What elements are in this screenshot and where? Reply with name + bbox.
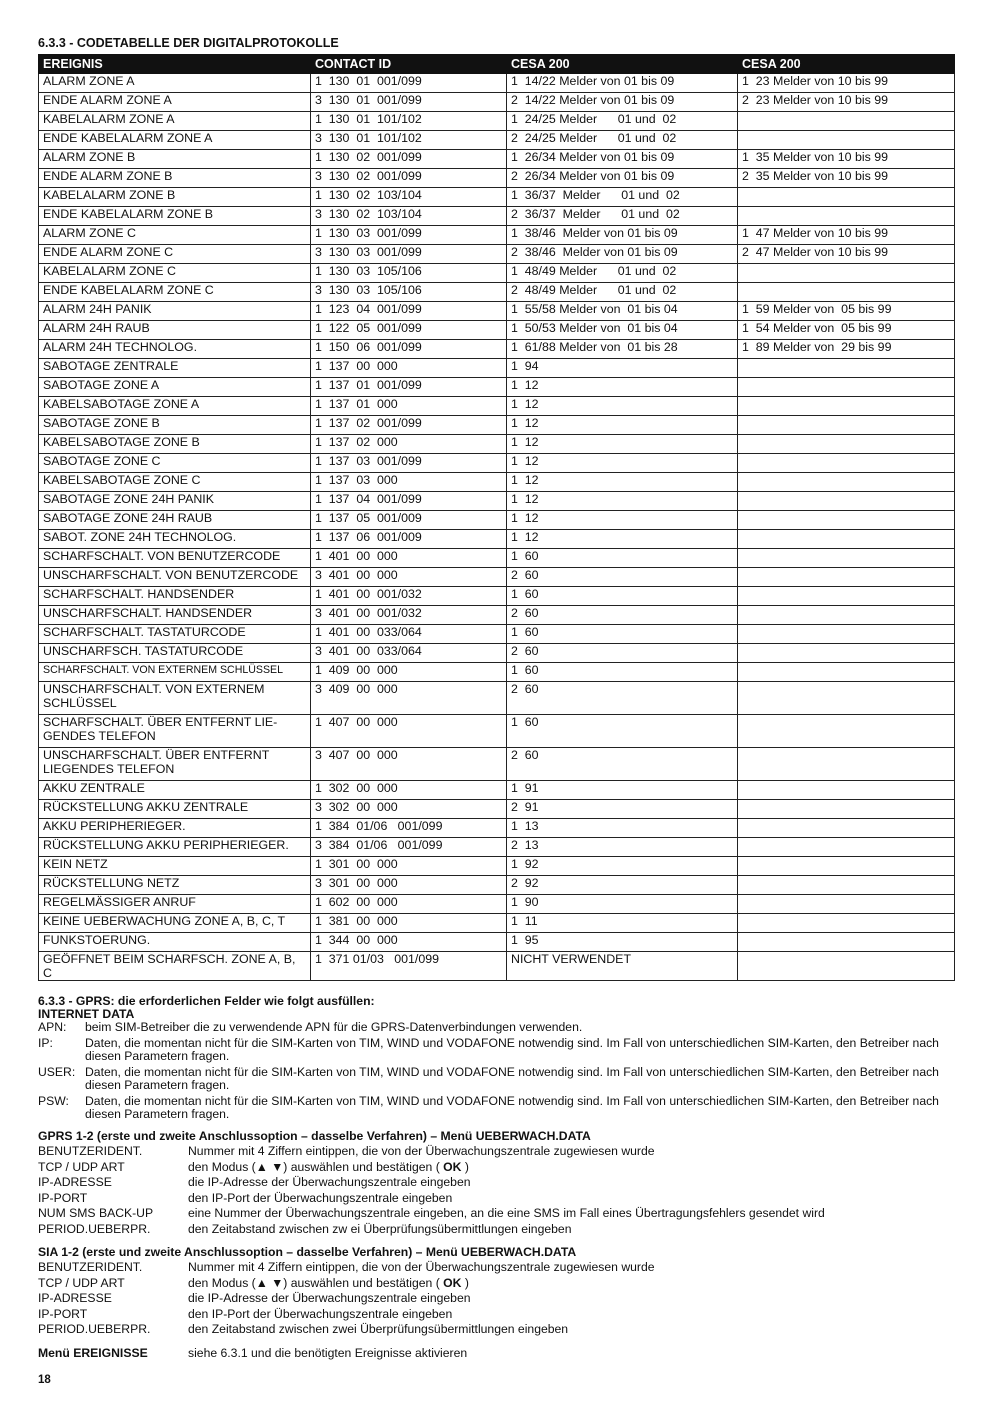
contact-id-cell: 1 407 00 000 — [311, 715, 507, 748]
ereignis-cell: ENDE KABELALARM ZONE B — [39, 207, 311, 226]
ereignis-cell: ALARM 24H RAUB — [39, 321, 311, 340]
cesa-200-extra-cell — [738, 933, 955, 952]
cesa-200-cell: 2 48/49 Melder 01 und 02 — [507, 283, 738, 302]
ereignis-cell: REGELMÄSSIGER ANRUF — [39, 895, 311, 914]
table-row — [39, 914, 955, 933]
ereignis-cell: ENDE KABELALARM ZONE A — [39, 131, 311, 150]
cesa-200-cell: 1 38/46 Melder von 01 bis 09 — [507, 226, 738, 245]
contact-id-cell: 1 344 00 000 — [311, 933, 507, 952]
definition-value: Daten, die momentan nicht für die SIM-Karten von TIM, WIND und VODAFONE notwendig sind. Im Fall von unterschiedlichen SIM-Karten, den Betreiber nach diesen Parametern fragen. — [85, 1065, 939, 1092]
cesa-200-extra-cell: 1 23 Melder von 10 bis 99 — [738, 74, 955, 93]
gprs12-item — [38, 1222, 954, 1238]
table-row — [39, 492, 955, 511]
cesa-200-extra-cell — [738, 416, 955, 435]
table-row — [39, 435, 955, 454]
sia12-item — [38, 1322, 954, 1338]
cesa-200-cell: 2 36/37 Melder 01 und 02 — [507, 207, 738, 226]
cesa-200-extra-cell — [738, 378, 955, 397]
menu-ereignisse — [38, 1346, 954, 1361]
table-row — [39, 587, 955, 606]
table-row — [39, 454, 955, 473]
table-row — [39, 644, 955, 663]
contact-id-cell: 1 409 00 000 — [311, 663, 507, 682]
table-row — [39, 876, 955, 895]
ereignis-cell: SCHARFSCHALT. TASTATURCODE — [39, 625, 311, 644]
cesa-200-cell: 1 12 — [507, 492, 738, 511]
contact-id-cell: 3 130 03 001/099 — [311, 245, 507, 264]
contact-id-cell: 1 150 06 001/099 — [311, 340, 507, 359]
cesa-200-extra-cell — [738, 819, 955, 838]
item-value: den Zeitabstand zwischen zw ei Überprüfungsübermittlungen eingeben — [188, 1221, 572, 1236]
table-body — [39, 74, 955, 981]
ereignis-cell: UNSCHARFSCH. TASTATURCODE — [39, 644, 311, 663]
ereignis-cell: KABELALARM ZONE B — [39, 188, 311, 207]
contact-id-cell: 1 137 01 001/099 — [311, 378, 507, 397]
ereignis-cell: AKKU PERIPHERIEGER. — [39, 819, 311, 838]
table-row — [39, 800, 955, 819]
contact-id-cell: 1 137 00 000 — [311, 359, 507, 378]
ereignis-cell: KABELSABOTAGE ZONE C — [39, 473, 311, 492]
cesa-200-extra-cell — [738, 492, 955, 511]
ereignis-cell: SABOTAGE ZONE C — [39, 454, 311, 473]
cesa-200-extra-cell — [738, 397, 955, 416]
menu-ereignisse-text: siehe 6.3.1 und die benötigten Ereignisse aktivieren — [188, 1345, 468, 1360]
cesa-200-cell: 2 26/34 Melder von 01 bis 09 — [507, 169, 738, 188]
contact-id-cell: 1 137 02 001/099 — [311, 416, 507, 435]
cesa-200-cell: 1 12 — [507, 416, 738, 435]
ok-key-label: OK — [443, 1159, 462, 1174]
table-row — [39, 606, 955, 625]
cesa-200-extra-cell: 1 89 Melder von 29 bis 99 — [738, 340, 955, 359]
cesa-200-extra-cell — [738, 952, 955, 981]
table-row — [39, 511, 955, 530]
column-header-contact-id: CONTACT ID — [311, 55, 507, 74]
table-row — [39, 226, 955, 245]
cesa-200-extra-cell — [738, 530, 955, 549]
ereignis-cell: UNSCHARFSCHALT. HANDSENDER — [39, 606, 311, 625]
table-row — [39, 169, 955, 188]
internet-data-heading: INTERNET DATA — [38, 1007, 135, 1021]
gprs12-item — [38, 1206, 954, 1222]
definition-value: Daten, die momentan nicht für die SIM-Karten von TIM, WIND und VODAFONE notwendig sind. Im Fall von unterschiedlichen SIM-Karten, den Betreiber nach diesen Parametern fragen. — [85, 1094, 939, 1121]
table-row — [39, 530, 955, 549]
contact-id-cell: 1 137 05 001/009 — [311, 511, 507, 530]
cesa-200-extra-cell — [738, 511, 955, 530]
contact-id-cell: 1 384 01/06 001/099 — [311, 819, 507, 838]
contact-id-cell: 1 137 04 001/099 — [311, 492, 507, 511]
column-header-cesa-200: CESA 200 — [507, 55, 738, 74]
ok-key-label: OK — [443, 1275, 462, 1290]
contact-id-cell: 1 123 04 001/099 — [311, 302, 507, 321]
cesa-200-extra-cell: 2 47 Melder von 10 bis 99 — [738, 245, 955, 264]
table-row — [39, 93, 955, 112]
item-value: den IP-Port der Überwachungszentrale eingeben — [188, 1306, 453, 1321]
ereignis-cell: ALARM ZONE C — [39, 226, 311, 245]
sia12-item — [38, 1291, 954, 1307]
item-value: den Zeitabstand zwischen zwei Überprüfungsübermittlungen eingeben — [188, 1322, 569, 1336]
cesa-200-extra-cell — [738, 473, 955, 492]
table-header-row — [39, 55, 955, 74]
table-row — [39, 245, 955, 264]
table-row — [39, 568, 955, 587]
item-value: Nummer mit 4 Ziffern eintippen, die von der Überwachungszentrale zugewiesen wurde — [188, 1144, 655, 1158]
column-header-ereignis: EREIGNIS — [39, 55, 311, 74]
cesa-200-cell: 1 60 — [507, 587, 738, 606]
cesa-200-cell: 1 12 — [507, 530, 738, 549]
cesa-200-cell: 2 60 — [507, 682, 738, 715]
table-row — [39, 952, 955, 981]
ereignis-cell: RÜCKSTELLUNG AKKU ZENTRALE — [39, 800, 311, 819]
cesa-200-cell: 2 13 — [507, 838, 738, 857]
item-text: den Modus (▲ ▼) auswählen und bestätigen ( — [188, 1275, 444, 1290]
contact-id-cell: 3 401 00 001/032 — [311, 606, 507, 625]
ereignis-cell: SCHARFSCHALT. ÜBER ENTFERNT LIE-GENDES TELEFON — [39, 715, 311, 748]
contact-id-cell: 1 137 01 000 — [311, 397, 507, 416]
ereignis-cell: UNSCHARFSCHALT. ÜBER ENTFERNT LIEGENDES TELEFON — [39, 748, 311, 781]
item-value: Nummer mit 4 Ziffern eintippen, die von der Überwachungszentrale zugewiesen wurde — [188, 1260, 655, 1274]
cesa-200-extra-cell — [738, 606, 955, 625]
item-key: NUM SMS BACK-UP — [38, 1206, 154, 1220]
cesa-200-cell: 1 92 — [507, 857, 738, 876]
item-key: PERIOD.UEBERPR. — [38, 1221, 151, 1236]
item-key: TCP / UDP ART — [38, 1275, 125, 1290]
contact-id-cell: 1 401 00 001/032 — [311, 587, 507, 606]
gprs12-item — [38, 1144, 954, 1160]
ereignis-cell: ENDE ALARM ZONE A — [39, 93, 311, 112]
ereignis-cell: GEÖFFNET BEIM SCHARFSCH. ZONE A, B, C — [39, 952, 311, 981]
cesa-200-cell: 1 12 — [507, 435, 738, 454]
table-title: 6.3.3 - CODETABELLE DER DIGITALPROTOKOLLE — [38, 36, 339, 50]
sia12-item — [38, 1276, 954, 1292]
cesa-200-cell: 1 11 — [507, 914, 738, 933]
cesa-200-extra-cell — [738, 748, 955, 781]
definition-key: PSW: — [38, 1094, 69, 1108]
contact-id-cell: 3 302 00 000 — [311, 800, 507, 819]
item-key: BENUTZERIDENT. — [38, 1260, 143, 1274]
cesa-200-extra-cell — [738, 644, 955, 663]
cesa-200-extra-cell — [738, 682, 955, 715]
cesa-200-cell: 1 26/34 Melder von 01 bis 09 — [507, 150, 738, 169]
contact-id-cell: 1 130 01 001/099 — [311, 74, 507, 93]
contact-id-cell: 1 137 02 000 — [311, 435, 507, 454]
cesa-200-extra-cell — [738, 914, 955, 933]
definition-apn — [38, 1021, 954, 1034]
table-row — [39, 895, 955, 914]
table-row — [39, 682, 955, 715]
table-row — [39, 473, 955, 492]
cesa-200-cell: 1 12 — [507, 454, 738, 473]
ereignis-cell: SABOTAGE ZONE B — [39, 416, 311, 435]
table-row — [39, 819, 955, 838]
table-row — [39, 933, 955, 952]
ereignis-cell: KABELALARM ZONE C — [39, 264, 311, 283]
contact-id-cell: 1 130 03 105/106 — [311, 264, 507, 283]
cesa-200-extra-cell — [738, 454, 955, 473]
contact-id-cell: 1 130 01 101/102 — [311, 112, 507, 131]
item-key: PERIOD.UEBERPR. — [38, 1322, 151, 1336]
item-value: die IP-Adresse der Überwachungszentrale eingeben — [188, 1175, 471, 1189]
contact-id-cell: 3 130 02 001/099 — [311, 169, 507, 188]
cesa-200-cell: 2 60 — [507, 644, 738, 663]
ereignis-cell: UNSCHARFSCHALT. VON EXTERNEM SCHLÜSSEL — [39, 682, 311, 715]
table-row — [39, 748, 955, 781]
code-table — [38, 54, 955, 981]
cesa-200-extra-cell — [738, 781, 955, 800]
cesa-200-cell: 1 12 — [507, 378, 738, 397]
cesa-200-cell: 1 60 — [507, 549, 738, 568]
menu-ereignisse-label: Menü EREIGNISSE — [38, 1345, 148, 1360]
internet-data-list — [38, 1021, 954, 1121]
item-value: eine Nummer der Überwachungszentrale eingeben, an die eine SMS im Fall eines Übertragungsfehlers gesendet wird — [188, 1206, 825, 1220]
contact-id-cell: 1 381 00 000 — [311, 914, 507, 933]
ereignis-cell: KEINE UEBERWACHUNG ZONE A, B, C, T — [39, 914, 311, 933]
contact-id-cell: 1 371 01/03 001/099 — [311, 952, 507, 981]
cesa-200-cell: 2 14/22 Melder von 01 bis 09 — [507, 93, 738, 112]
ereignis-cell: AKKU ZENTRALE — [39, 781, 311, 800]
cesa-200-cell: 2 60 — [507, 606, 738, 625]
item-key: TCP / UDP ART — [38, 1159, 125, 1174]
cesa-200-cell: 2 38/46 Melder von 01 bis 09 — [507, 245, 738, 264]
table-row — [39, 416, 955, 435]
contact-id-cell: 3 130 01 101/102 — [311, 131, 507, 150]
cesa-200-extra-cell — [738, 895, 955, 914]
cesa-200-cell: 1 12 — [507, 511, 738, 530]
ereignis-cell: ALARM 24H PANIK — [39, 302, 311, 321]
definition-key: IP: — [38, 1036, 53, 1050]
cesa-200-cell: 1 36/37 Melder 01 und 02 — [507, 188, 738, 207]
column-header-cesa-200-second: CESA 200 — [738, 55, 955, 74]
contact-id-cell: 1 137 03 001/099 — [311, 454, 507, 473]
ereignis-cell: ENDE ALARM ZONE C — [39, 245, 311, 264]
contact-id-cell: 3 130 01 001/099 — [311, 93, 507, 112]
ereignis-cell: ALARM ZONE B — [39, 150, 311, 169]
contact-id-cell: 3 407 00 000 — [311, 748, 507, 781]
cesa-200-extra-cell — [738, 857, 955, 876]
cesa-200-cell: 1 95 — [507, 933, 738, 952]
table-row — [39, 340, 955, 359]
definition-ip — [38, 1037, 954, 1063]
cesa-200-cell: 1 55/58 Melder von 01 bis 04 — [507, 302, 738, 321]
ereignis-cell: ENDE KABELALARM ZONE C — [39, 283, 311, 302]
cesa-200-cell: 1 61/88 Melder von 01 bis 28 — [507, 340, 738, 359]
gprs-heading: 6.3.3 - GPRS: die erforderlichen Felder wie folgt ausfüllen: — [38, 994, 375, 1008]
cesa-200-cell: 1 13 — [507, 819, 738, 838]
ereignis-cell: SABOT. ZONE 24H TECHNOLOG. — [39, 530, 311, 549]
table-row — [39, 74, 955, 93]
ereignis-cell: KABELALARM ZONE A — [39, 112, 311, 131]
ereignis-cell: KABELSABOTAGE ZONE B — [39, 435, 311, 454]
table-row — [39, 663, 955, 682]
table-row — [39, 781, 955, 800]
contact-id-cell: 3 130 02 103/104 — [311, 207, 507, 226]
cesa-200-cell: 1 14/22 Melder von 01 bis 09 — [507, 74, 738, 93]
cesa-200-extra-cell: 1 59 Melder von 05 bis 99 — [738, 302, 955, 321]
item-value — [188, 1160, 954, 1176]
contact-id-cell: 1 122 05 001/099 — [311, 321, 507, 340]
gprs12-list — [38, 1144, 954, 1237]
cesa-200-cell: 2 60 — [507, 748, 738, 781]
cesa-200-cell: 1 94 — [507, 359, 738, 378]
cesa-200-extra-cell: 2 35 Melder von 10 bis 99 — [738, 169, 955, 188]
table-row — [39, 302, 955, 321]
definition-key: APN: — [38, 1020, 67, 1034]
cesa-200-extra-cell — [738, 800, 955, 819]
gprs12-item — [38, 1191, 954, 1207]
definition-key: USER: — [38, 1065, 76, 1079]
cesa-200-extra-cell: 1 54 Melder von 05 bis 99 — [738, 321, 955, 340]
table-row — [39, 715, 955, 748]
cesa-200-cell: 2 91 — [507, 800, 738, 819]
ereignis-cell: SABOTAGE ZENTRALE — [39, 359, 311, 378]
item-text: den Modus (▲ ▼) auswählen und bestätigen ( — [188, 1159, 444, 1174]
cesa-200-cell: 1 48/49 Melder 01 und 02 — [507, 264, 738, 283]
table-row — [39, 188, 955, 207]
cesa-200-extra-cell — [738, 264, 955, 283]
ereignis-cell: ALARM ZONE A — [39, 74, 311, 93]
item-value: den IP-Port der Überwachungszentrale eingeben — [188, 1190, 453, 1205]
contact-id-cell: 3 401 00 033/064 — [311, 644, 507, 663]
contact-id-cell: 3 384 01/06 001/099 — [311, 838, 507, 857]
table-row — [39, 321, 955, 340]
cesa-200-cell: 1 12 — [507, 473, 738, 492]
contact-id-cell: 1 130 03 001/099 — [311, 226, 507, 245]
table-row — [39, 857, 955, 876]
table-row — [39, 549, 955, 568]
definition-value: beim SIM-Betreiber die zu verwendende APN für die GPRS-Datenverbindungen verwenden. — [85, 1020, 583, 1034]
contact-id-cell: 1 602 00 000 — [311, 895, 507, 914]
ereignis-cell: ALARM 24H TECHNOLOG. — [39, 340, 311, 359]
cesa-200-extra-cell — [738, 207, 955, 226]
table-row — [39, 397, 955, 416]
document-page — [38, 36, 954, 1361]
cesa-200-extra-cell — [738, 625, 955, 644]
ereignis-cell: RÜCKSTELLUNG AKKU PERIPHERIEGER. — [39, 838, 311, 857]
sia12-item — [38, 1260, 954, 1276]
table-row — [39, 112, 955, 131]
ereignis-cell: FUNKSTOERUNG. — [39, 933, 311, 952]
ereignis-cell: KABELSABOTAGE ZONE A — [39, 397, 311, 416]
cesa-200-extra-cell — [738, 838, 955, 857]
table-row — [39, 838, 955, 857]
cesa-200-cell: 1 60 — [507, 625, 738, 644]
table-row — [39, 283, 955, 302]
sia12-list — [38, 1260, 954, 1338]
item-text: ) — [461, 1275, 469, 1290]
cesa-200-extra-cell: 1 35 Melder von 10 bis 99 — [738, 150, 955, 169]
contact-id-cell: 1 401 00 000 — [311, 549, 507, 568]
contact-id-cell: 3 301 00 000 — [311, 876, 507, 895]
cesa-200-extra-cell — [738, 435, 955, 454]
definition-user — [38, 1066, 954, 1092]
cesa-200-extra-cell: 2 23 Melder von 10 bis 99 — [738, 93, 955, 112]
contact-id-cell: 1 302 00 000 — [311, 781, 507, 800]
item-key: IP-PORT — [38, 1190, 88, 1205]
table-row — [39, 625, 955, 644]
table-row — [39, 207, 955, 226]
contact-id-cell: 1 137 03 000 — [311, 473, 507, 492]
item-text: ) — [461, 1159, 469, 1174]
table-row — [39, 150, 955, 169]
contact-id-cell: 3 409 00 000 — [311, 682, 507, 715]
cesa-200-extra-cell — [738, 568, 955, 587]
ereignis-cell: SCHARFSCHALT. HANDSENDER — [39, 587, 311, 606]
contact-id-cell: 1 301 00 000 — [311, 857, 507, 876]
cesa-200-cell: 1 90 — [507, 895, 738, 914]
contact-id-cell: 1 130 02 103/104 — [311, 188, 507, 207]
ereignis-cell: SCHARFSCHALT. VON BENUTZERCODE — [39, 549, 311, 568]
cesa-200-extra-cell — [738, 188, 955, 207]
gprs12-item — [38, 1175, 954, 1191]
cesa-200-extra-cell — [738, 876, 955, 895]
cesa-200-extra-cell: 1 47 Melder von 10 bis 99 — [738, 226, 955, 245]
cesa-200-cell: 1 12 — [507, 397, 738, 416]
item-value: die IP-Adresse der Überwachungszentrale eingeben — [188, 1291, 471, 1305]
cesa-200-extra-cell — [738, 283, 955, 302]
cesa-200-extra-cell — [738, 112, 955, 131]
contact-id-cell: 1 401 00 033/064 — [311, 625, 507, 644]
ereignis-cell: ENDE ALARM ZONE B — [39, 169, 311, 188]
cesa-200-cell: 1 60 — [507, 663, 738, 682]
ereignis-cell: SABOTAGE ZONE 24H PANIK — [39, 492, 311, 511]
item-key: BENUTZERIDENT. — [38, 1144, 143, 1158]
page-number: 18 — [38, 1374, 51, 1386]
ereignis-cell: SABOTAGE ZONE 24H RAUB — [39, 511, 311, 530]
cesa-200-extra-cell — [738, 663, 955, 682]
cesa-200-extra-cell — [738, 587, 955, 606]
gprs12-heading: GPRS 1-2 (erste und zweite Anschlussoption – dasselbe Verfahren) – Menü UEBERWACH.DATA — [38, 1129, 591, 1143]
ereignis-cell: UNSCHARFSCHALT. VON BENUTZERCODE — [39, 568, 311, 587]
table-row — [39, 131, 955, 150]
gprs12-item — [38, 1160, 954, 1176]
cesa-200-cell: 2 24/25 Melder 01 und 02 — [507, 131, 738, 150]
cesa-200-cell: 2 60 — [507, 568, 738, 587]
table-row — [39, 378, 955, 397]
item-key: IP-ADRESSE — [38, 1175, 112, 1189]
sia12-heading: SIA 1-2 (erste und zweite Anschlussoption – dasselbe Verfahren) – Menü UEBERWACH.DATA — [38, 1245, 577, 1259]
ereignis-cell: SABOTAGE ZONE A — [39, 378, 311, 397]
ereignis-cell: RÜCKSTELLUNG NETZ — [39, 876, 311, 895]
table-row — [39, 359, 955, 378]
ereignis-cell: SCHARFSCHALT. VON EXTERNEM SCHLÜSSEL — [39, 663, 311, 682]
cesa-200-extra-cell — [738, 359, 955, 378]
table-row — [39, 264, 955, 283]
cesa-200-cell: 1 91 — [507, 781, 738, 800]
cesa-200-extra-cell — [738, 131, 955, 150]
ereignis-cell: KEIN NETZ — [39, 857, 311, 876]
definition-psw — [38, 1095, 954, 1121]
definition-value: Daten, die momentan nicht für die SIM-Karten von TIM, WIND und VODAFONE notwendig sind. Im Fall von unterschiedlichen SIM-Karten, den Betreiber nach diesen Parametern fragen. — [85, 1036, 939, 1063]
item-value — [188, 1276, 954, 1292]
item-key: IP-ADRESSE — [38, 1291, 112, 1305]
cesa-200-extra-cell — [738, 715, 955, 748]
cesa-200-cell: 2 92 — [507, 876, 738, 895]
cesa-200-cell: 1 60 — [507, 715, 738, 748]
cesa-200-extra-cell — [738, 549, 955, 568]
item-key: IP-PORT — [38, 1306, 88, 1321]
contact-id-cell: 1 130 02 001/099 — [311, 150, 507, 169]
sia12-item — [38, 1307, 954, 1323]
cesa-200-cell: 1 50/53 Melder von 01 bis 04 — [507, 321, 738, 340]
cesa-200-cell: 1 24/25 Melder 01 und 02 — [507, 112, 738, 131]
gprs-section — [38, 995, 954, 1121]
contact-id-cell: 3 401 00 000 — [311, 568, 507, 587]
contact-id-cell: 3 130 03 105/106 — [311, 283, 507, 302]
contact-id-cell: 1 137 06 001/009 — [311, 530, 507, 549]
cesa-200-cell: NICHT VERWENDET — [507, 952, 738, 981]
